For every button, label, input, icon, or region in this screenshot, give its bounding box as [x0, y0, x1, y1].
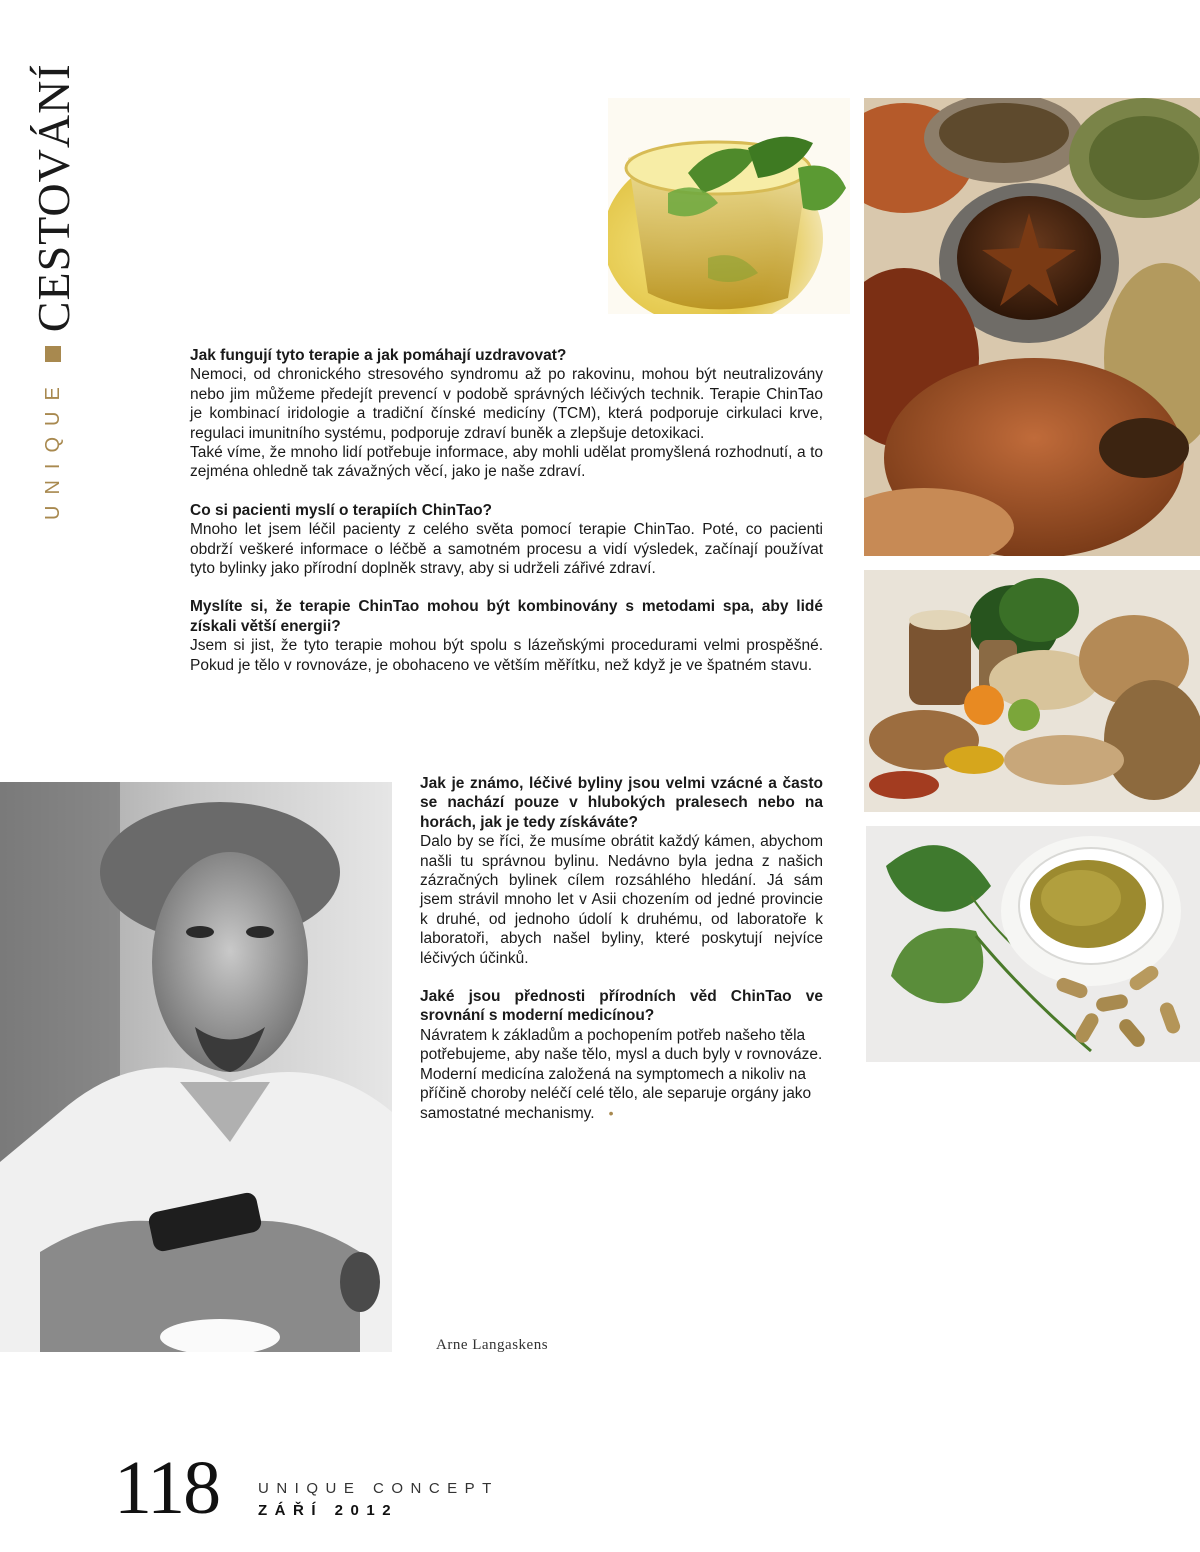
- section-brand: UNIQUE: [41, 376, 64, 520]
- spices-bowls-photo: [864, 98, 1200, 556]
- question-heading: Jak je známo, léčivé byliny jsou velmi vzácné a často se nachází pouze v hlubokých pralesech nebo na horách, jak je tedy získáváte?: [420, 775, 823, 831]
- tea-photo: [608, 98, 850, 314]
- issue-date: ZÁŘÍ 2012: [258, 1502, 399, 1519]
- question-heading: Jak fungují tyto terapie a jak pomáhají uzdravovat?: [190, 347, 567, 364]
- section-header: [28, 30, 78, 530]
- page-number: 118: [114, 1446, 220, 1530]
- answer-paragraph: Nemoci, od chronického stresového syndromu až po rakovinu, mohou být neutralizovány nebo jim můžeme předejít prevencí v podobě správných léčivých technik. Terapie ChinTao je kombinací iridologie a tradiční čínské medicíny (TCM), která podporuje cirkulaci krve, regulaci imunitního systému, podporuje zdraví buněk a zlepšuje detoxikaci.: [190, 366, 823, 442]
- grains-photo: [864, 570, 1200, 812]
- photo-caption: Arne Langaskens: [436, 1337, 549, 1353]
- end-mark-icon: •: [608, 1104, 614, 1121]
- answer-paragraph: Mnoho let jsem léčil pacienty z celého světa pomocí terapie ChinTao. Poté, co pacienti obdrží veškeré informace o léčbě a samotném procesu a vidí výsledek, začínají používat tyto bylinky jako přírodní doplněk stravy, aby si udrželi zářivé zdraví.: [190, 521, 823, 578]
- portrait-photo: [0, 782, 392, 1352]
- answer-paragraph: Jsem si jist, že tyto terapie mohou být spolu s lázeňskými procedurami velmi prospěšné. Pokud je tělo v rovnováze, je obohaceno ve větším měřítku, než když je ve špatném stavu.: [190, 637, 823, 674]
- magazine-name: UNIQUE CONCEPT: [258, 1480, 499, 1497]
- question-heading: Co si pacienti myslí o terapiích ChinTao?: [190, 501, 493, 519]
- question-heading: Myslíte si, že terapie ChinTao mohou být kombinovány s metodami spa, aby lidé získali větší energii?: [190, 598, 823, 635]
- ginkgo-capsules-photo: [866, 826, 1200, 1062]
- answer-paragraph: Návratem k základům a pochopením potřeb našeho těla potřebujeme, aby naše tělo, mysl a duch byly v rovnováze. Moderní medicína založená na symptomech a nikoliv na příčině choroby neléčí celé tělo, ale separuje orgány jako samostatné mechanismy.: [420, 1026, 823, 1122]
- answer-paragraph: Také víme, že mnoho lidí potřebuje informace, aby mohli udělat promyšlená rozhodnutí, a to zejména ohledně tak závažných věcí, jako je naše zdraví.: [190, 444, 823, 481]
- article-lower-column: [420, 774, 823, 1123]
- article-upper-column: [190, 346, 823, 675]
- section-title: CESTOVÁNÍ: [27, 63, 79, 333]
- question-heading: Jaké jsou přednosti přírodních věd ChinTao ve srovnání s moderní medicínou?: [420, 988, 823, 1025]
- section-square-icon: [45, 346, 61, 362]
- answer-paragraph: Dalo by se říci, že musíme obrátit každý kámen, abychom našli tu správnou bylinu. Nedávno byla jedna z našich zázračných bylinek cílem rozsáhlého hledání. Já sám jsem strávil mnoho let v Asii chozením od jedné provincie k druhé, od jednoho údolí k druhému, od laboratoře k laboratoři, abych našel byliny, které poskytují nejvíce léčivých účinků.: [420, 833, 823, 967]
